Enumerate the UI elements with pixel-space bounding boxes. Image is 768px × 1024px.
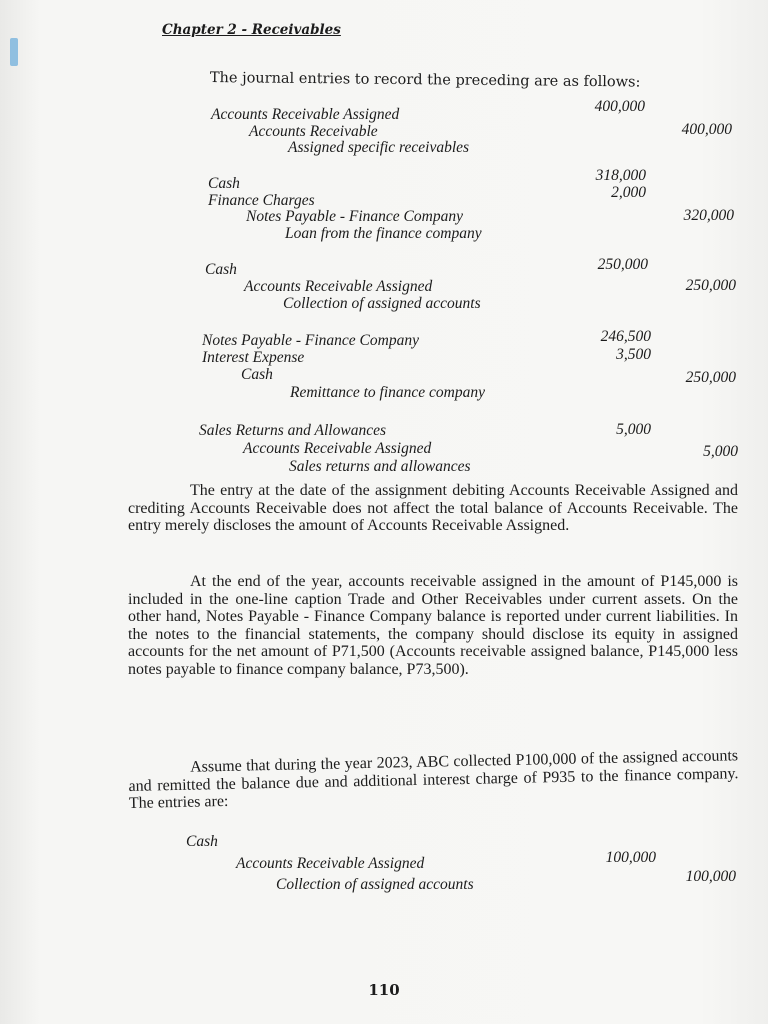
entry-explanation: Remittance to finance company	[290, 384, 485, 401]
debit-amount: 2,000	[611, 184, 646, 201]
debit-account: Sales Returns and Allowances	[199, 422, 386, 439]
debit-account: Accounts Receivable Assigned	[211, 106, 400, 123]
chapter-heading: Chapter 2 - Receivables	[162, 22, 341, 38]
debit-amount: 250,000	[597, 256, 648, 273]
debit-account: Interest Expense	[202, 349, 305, 366]
credit-amount: 250,000	[685, 277, 736, 294]
credit-amount: 100,000	[685, 868, 736, 885]
debit-amount: 318,000	[595, 167, 646, 184]
credit-account: Notes Payable - Finance Company	[246, 208, 463, 225]
credit-account: Cash	[241, 366, 273, 383]
page-number: 110	[368, 981, 400, 999]
debit-account: Notes Payable - Finance Company	[202, 332, 419, 349]
entry-explanation: Loan from the finance company	[285, 225, 482, 242]
page-edge-tab	[10, 38, 18, 66]
debit-account: Cash	[208, 175, 240, 192]
entry-explanation: Sales returns and allowances	[289, 458, 471, 475]
body-paragraph: At the end of the year, accounts receivable assigned in the amount of P145,000 is included in the one-line caption Trade and Other Receivables under current assets. On the other hand, Notes Payable - Finance Company balance is reported under current liabilities. In the notes to the financial statements, the company should disclose its equity in assigned accounts for the net amount of P71,500 (Accounts receivable assigned balance, P145,000 less notes payable to finance company balance, P73,500).	[128, 573, 738, 678]
credit-account: Accounts Receivable	[249, 123, 378, 140]
credit-account: Accounts Receivable Assigned	[243, 440, 432, 457]
debit-amount: 400,000	[594, 98, 645, 115]
credit-account: Accounts Receivable Assigned	[236, 855, 425, 872]
credit-amount: 5,000	[703, 443, 738, 460]
debit-amount: 5,000	[616, 421, 651, 438]
body-paragraph: The entry at the date of the assignment debiting Accounts Receivable Assigned and crediting Accounts Receivable does not affect the total balance of Accounts Receivable. The entry merely discloses the amount of Accounts Receivable Assigned.	[128, 482, 738, 534]
debit-amount: 3,500	[616, 346, 651, 363]
entry-explanation: Collection of assigned accounts	[276, 876, 474, 893]
entry-explanation: Collection of assigned accounts	[283, 295, 481, 312]
credit-amount: 250,000	[685, 369, 736, 386]
credit-amount: 400,000	[681, 121, 732, 138]
entry-explanation: Assigned specific receivables	[288, 139, 470, 156]
debit-amount: 100,000	[605, 849, 656, 866]
debit-amount: 246,500	[600, 328, 651, 345]
debit-account: Finance Charges	[208, 192, 315, 209]
credit-account: Accounts Receivable Assigned	[244, 278, 433, 295]
debit-account: Cash	[205, 261, 237, 278]
credit-amount: 320,000	[683, 207, 734, 224]
body-paragraph: Assume that during the year 2023, ABC collected P100,000 of the assigned accounts and remitted the balance due and additional interest charge of P935 to the finance company. The entries are:	[128, 747, 739, 812]
intro-text: The journal entries to record the preceding are as follows:	[209, 70, 641, 91]
debit-account: Cash	[186, 833, 218, 850]
